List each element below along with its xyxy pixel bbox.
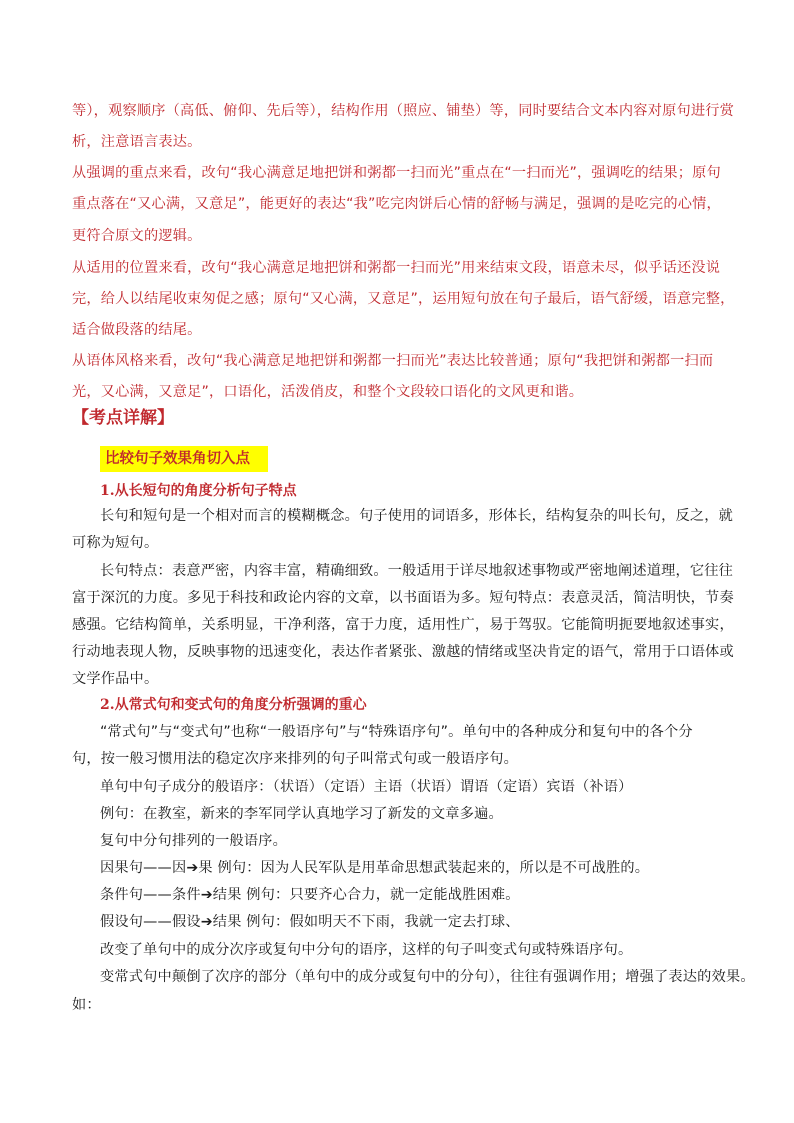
text-line: 句，按一般习惯用法的稳定次序来排列的句子叫常式句或一般语序句。 [72,751,519,767]
text-line: 因果句——因➔果 例句：因为人民军队是用革命思想武装起来的，所以是不可战胜的。 [100,860,650,876]
text-line: 从适用的位置来看，改句“我心满意足地把饼和粥都一扫而光”用来结束文段，语意未尽，似乎话还没说 [72,260,721,276]
text-line: 更符合原文的逻辑。 [72,228,202,244]
text-line: 从强调的重点来看，改句“我心满意足地把饼和粥都一扫而光”重点在“一扫而光”，强调吃的结果；原句 [72,165,721,181]
highlight-title: 比较句子效果角切入点 [105,451,250,467]
text-line: 重点落在“又心满，又意足”，能更好的表达“我”吃完肉饼后心情的舒畅与满足，强调的是吃完的心情， [72,196,721,212]
subheading: 2.从常式句和变式句的角度分析强调的重心 [100,697,367,713]
text-line: 等），观察顺序（高低、俯仰、先后等），结构作用（照应、铺垫）等，同时要结合文本内容对原句进行赏 [72,103,735,119]
text-line: 富于深沉的力度。多见于科技和政论内容的文章，以书面语为多。短句特点：表意灵活，简洁明快，节奏 [72,590,734,606]
text-line: 复句中分句排列的一般语序。 [100,833,288,849]
section-heading: 【考点详解】 [72,408,174,428]
text-line: “常式句”与“变式句”也称“一般语序句”与“特殊语序句”。单句中的各种成分和复句中的各个分 [100,724,693,740]
text-line: 完，给人以结尾收束匆促之感；原句“又心满，又意足”，运用短句放在句子最后，语气舒缓，语意完整， [72,291,735,307]
text-line: 变常式句中颠倒了次序的部分（单句中的成分或复句中的分句），往往有强调作用；增强了表达的效果。 [100,969,755,985]
text-line: 改变了单句中的成分次序或复句中分句的语序，这样的句子叫变式句或特殊语序句。 [100,942,633,958]
text-line: 感强。它结构简单，关系明显，干净利落，富于力度，适用性广，易于驾驭。它能简明扼要地叙述事实， [72,617,734,633]
text-line: 析，注意语言表达。 [72,134,202,150]
text-line: 文学作品中。 [72,671,159,687]
text-line: 单句中句子成分的般语序：（状语）（定语）主语（状语）谓语（定语）宾语（补语） [100,779,633,795]
text-line: 可称为短句。 [72,535,159,551]
text-line: 适合做段落的结尾。 [72,322,202,338]
text-line: 行动地表现人物，反映事物的迅速变化，表达作者紧张、激越的情绪或坚决肯定的语气，常用于口语体或 [72,644,734,660]
text-line: 长句特点：表意严密，内容丰富，精确细致。一般适用于详尽地叙述事物或严密地阐述道理，它往往 [100,563,734,579]
text-line: 假设句——假设➔结果 例句：假如明天不下雨，我就一定去打球、 [100,914,520,930]
text-line: 条件句——条件➔结果 例句：只要齐心合力，就一定能战胜困难。 [100,887,520,903]
text-line: 如： [72,997,101,1013]
text-line: 从语体风格来看，改句“我心满意足地把饼和粥都一扫而光”表达比较普通；原句“我把饼和粥都一扫而 [72,353,714,369]
subheading: 1.从长短句的角度分析句子特点 [100,483,297,499]
text-line: 长句和短句是一个相对而言的模糊概念。句子使用的词语多，形体长，结构复杂的叫长句，反之，就 [100,508,734,524]
text-line: 例句：在教室，新来的李军同学认真地学习了新发的文章多遍。 [100,806,503,822]
text-line: 光，又心满，又意足”，口语化，活泼俏皮，和整个文段较口语化的文风更和谐。 [72,384,584,400]
